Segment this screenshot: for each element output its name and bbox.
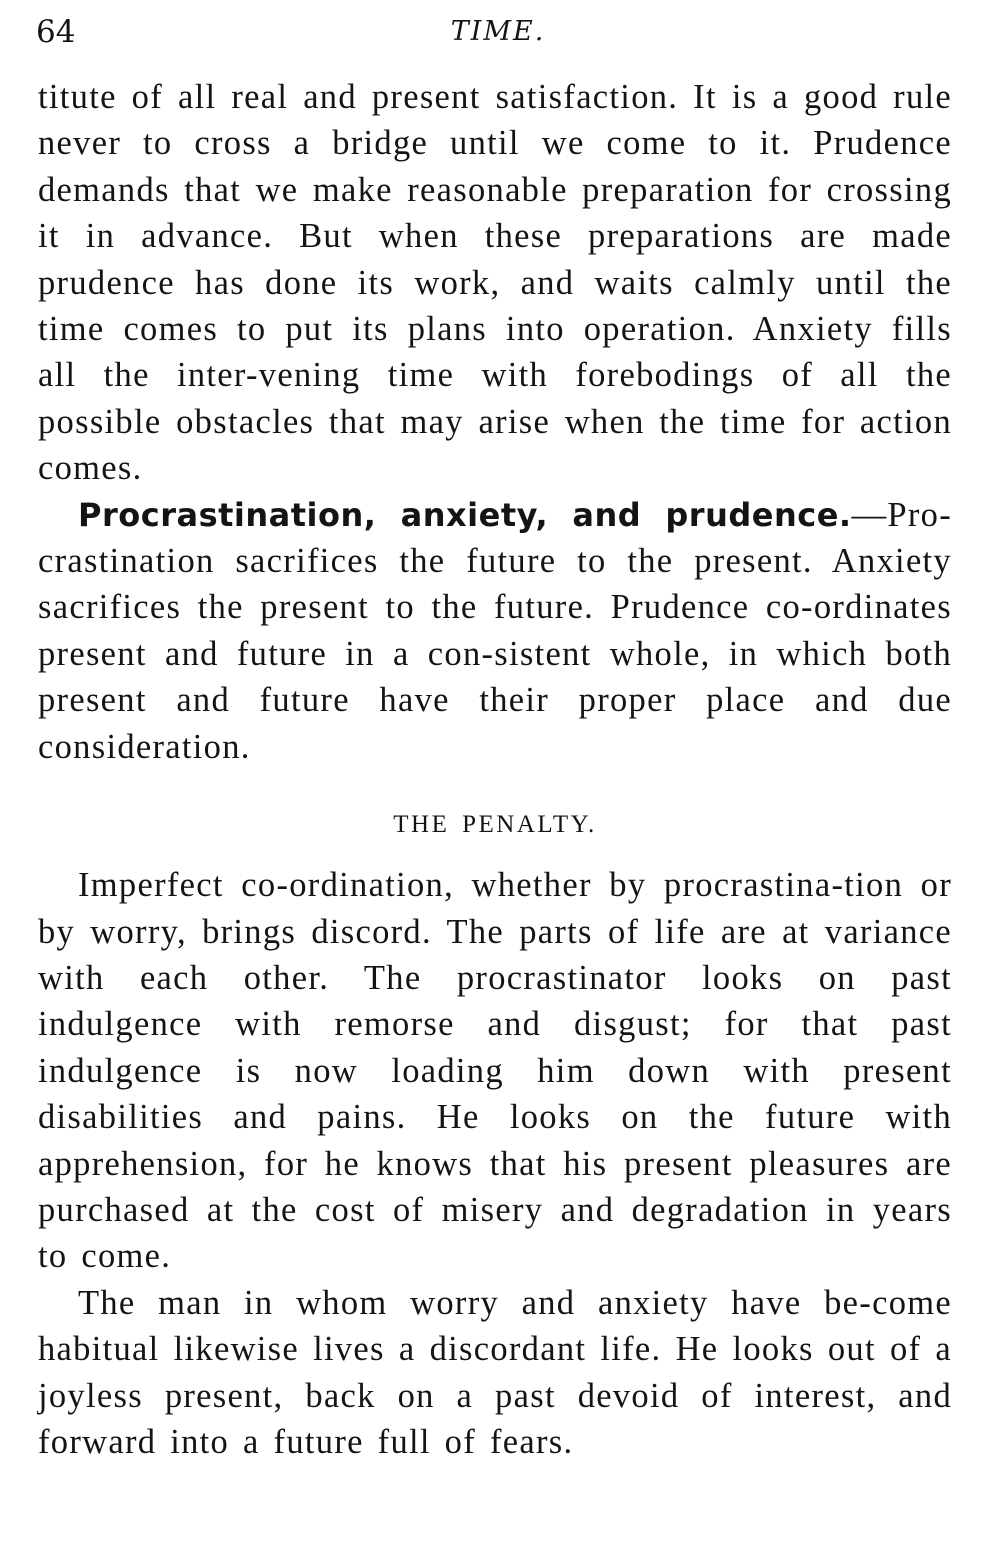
paragraph-side-heading: Procrastination, anxiety, and prudence. [78, 495, 852, 534]
page-number: 64 [36, 14, 76, 50]
section-title: THE PENALTY. [393, 811, 597, 839]
running-title: TIME. [450, 16, 546, 47]
paragraph-worry: The man in whom worry and anxiety have be-come habitual likewise lives a discordant life. He looks out of a joyless present, back on a past devoid of interest, and forward into a future full of fears. [38, 1283, 952, 1461]
paragraph-imperfect-coordination: Imperfect co-ordination, whether by procrastina-tion or by worry, brings discord. The parts of life are at variance with each other. The procrastinator looks on past indulgence with remorse and disgust; for that past indulgence is now loading him down with present disabilities and pains. He looks on the future with apprehension, for he knows that his present pleasures are purchased at the cost of misery and degradation in years to come. [38, 866, 952, 1276]
page-body [38, 74, 952, 1465]
paragraph-prudence-text: —Pro-crastination sacrifices the future to the present. Anxiety sacrifices the present to the future. Prudence co-ordinates present and future in a con-sistent whole, in which both present and future have their proper place and due consideration. [38, 495, 952, 766]
page-header [36, 10, 960, 54]
paragraph-continuation: titute of all real and present satisfaction. It is a good rule never to cross a bridge until we come to it. Prudence demands that we make reasonable preparation for crossing it in advance. But when these preparations are made prudence has done its work, and waits calmly until the time comes to put its plans into operation. Anxiety fills all the inter-vening time with forebodings of all the possible obstacles that may arise when the time for action comes. [38, 78, 952, 488]
paragraph-prudence [38, 492, 952, 770]
